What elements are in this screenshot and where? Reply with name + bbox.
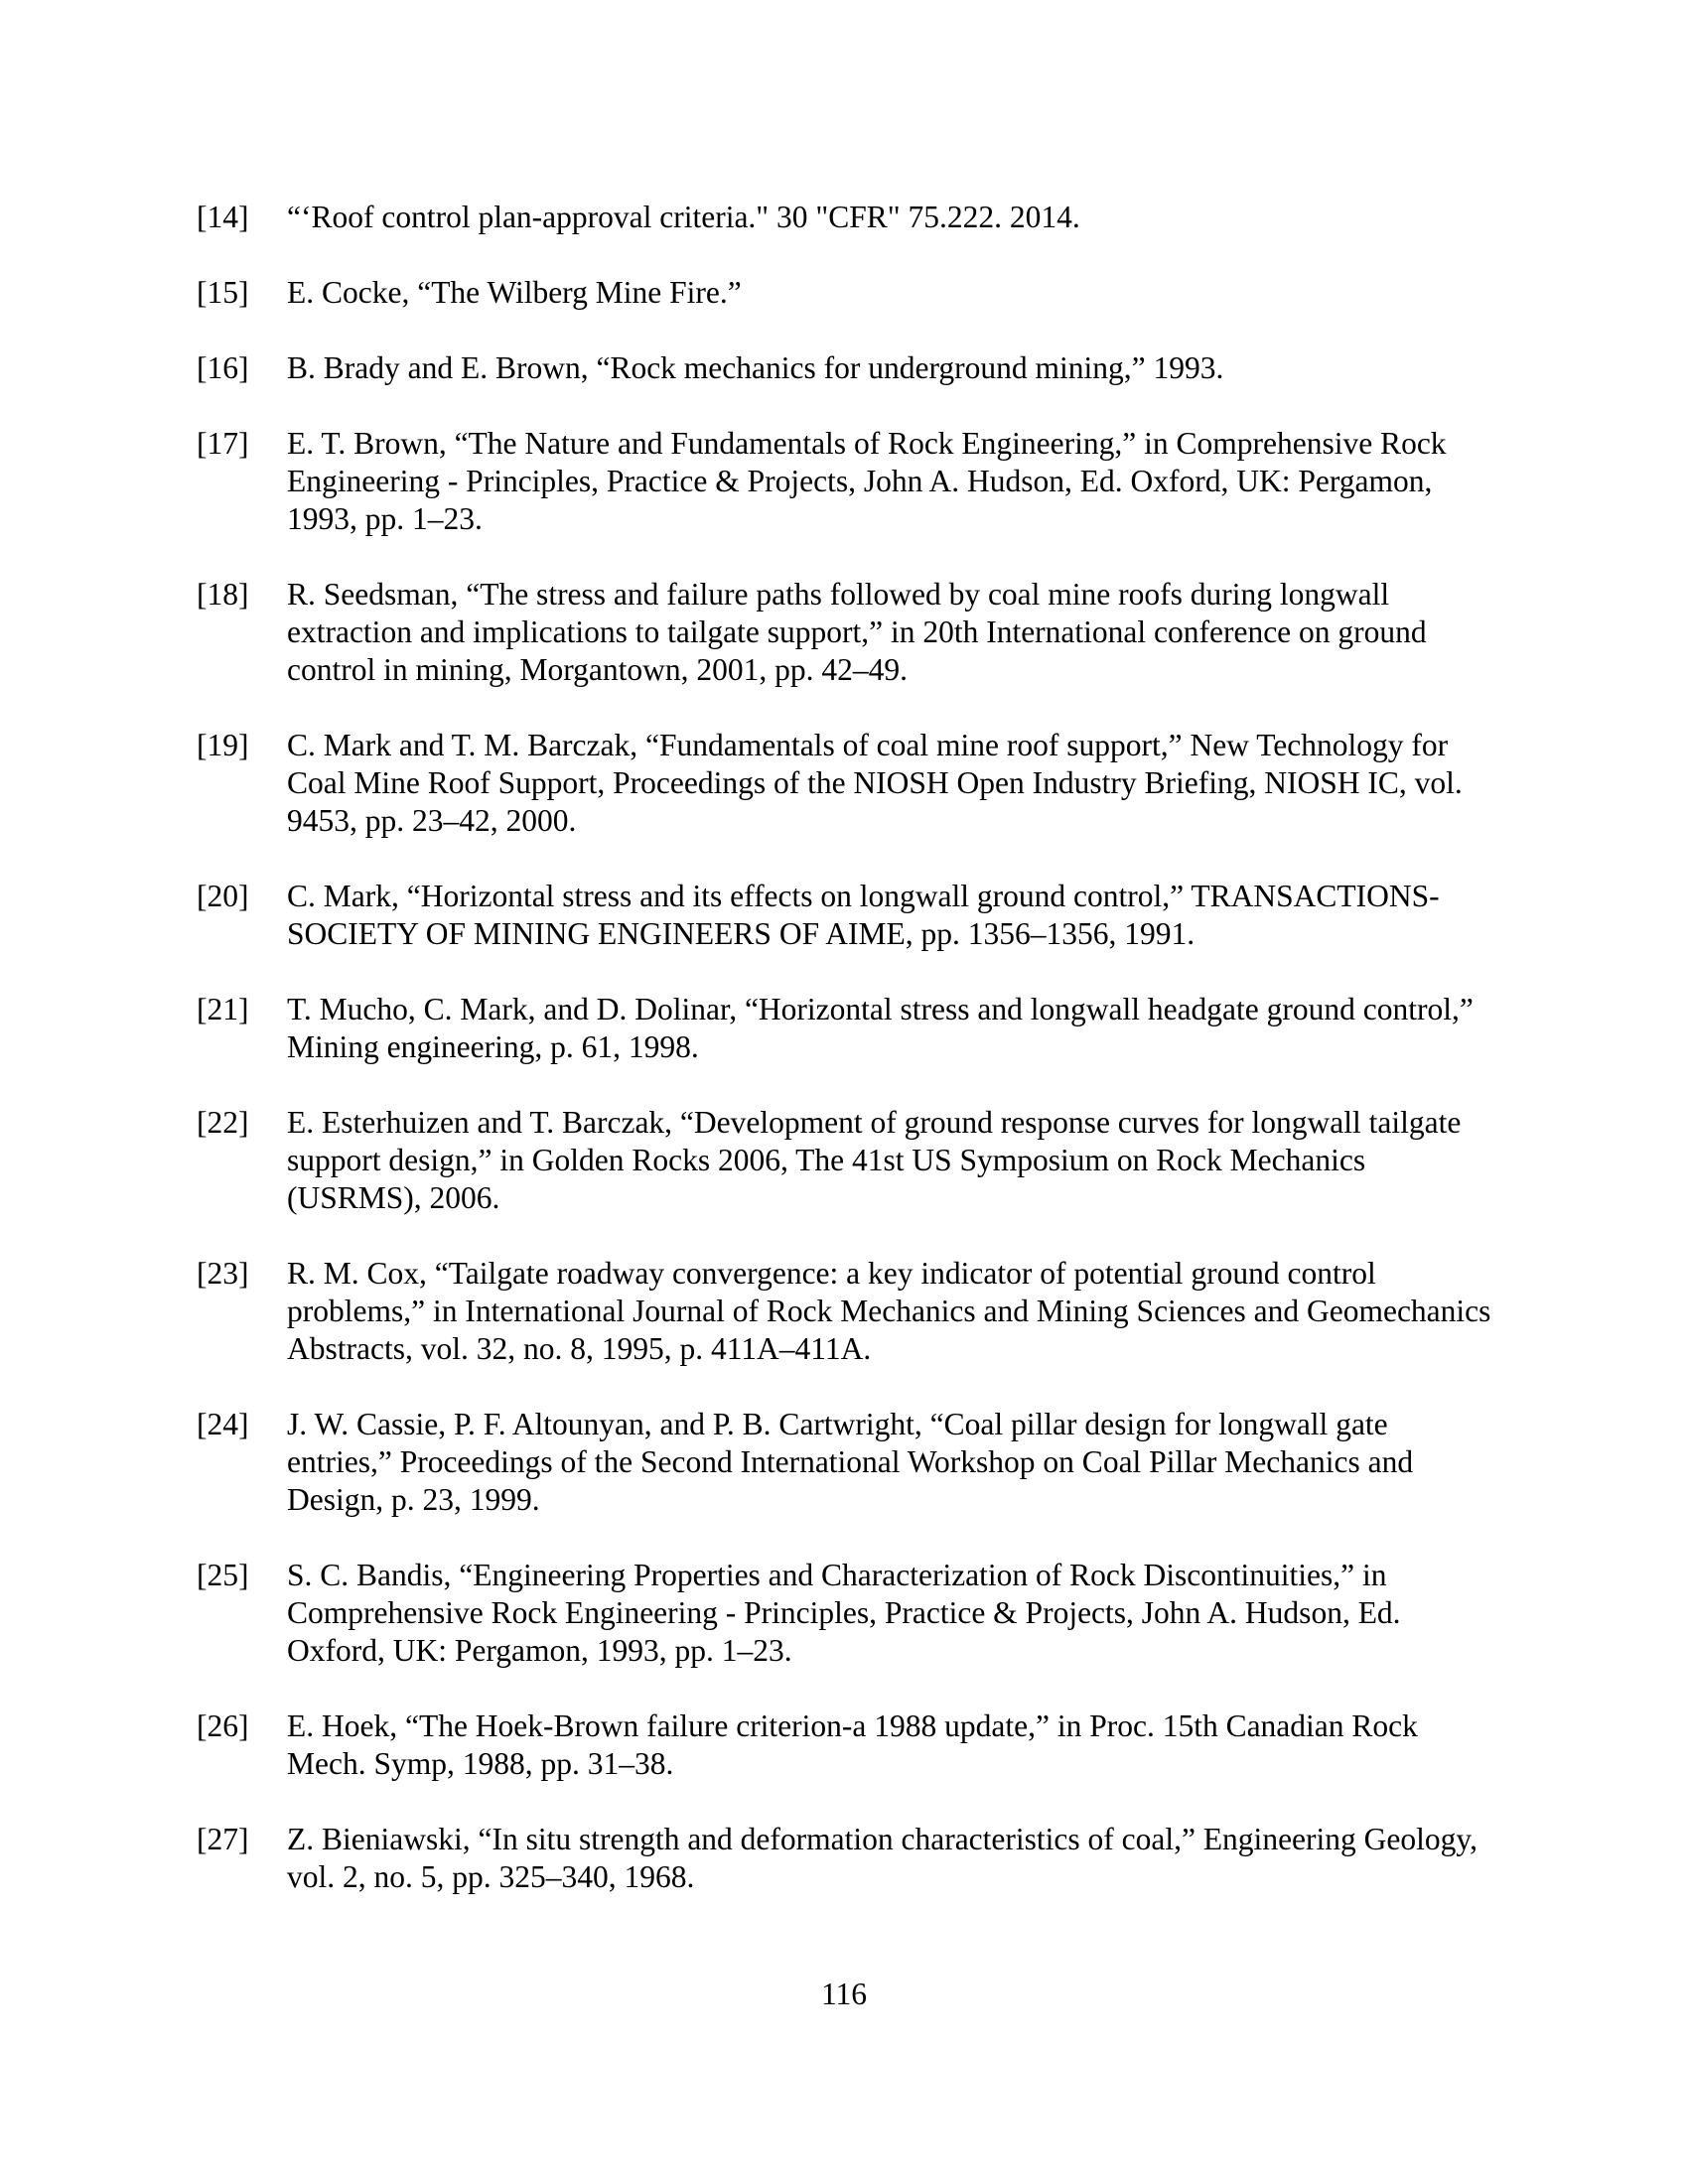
reference-number: [26] <box>197 1708 249 1743</box>
reference-text: C. Mark and T. M. Barczak, “Fundamentals of coal mine roof support,” New Technology for Coal Mine Roof Support, Proceedings of the NIOSH Open Industry Briefing, NIOSH IC, vol. 9453, pp. 23–42, 2000. <box>287 728 1463 838</box>
reference-item <box>197 991 1497 1066</box>
reference-text: Z. Bieniawski, “In situ strength and deformation characteristics of coal,” Engineering Geology, vol. 2, no. 5, pp. 325–340, 1968. <box>287 1822 1477 1894</box>
reference-text: E. Cocke, “The Wilberg Mine Fire.” <box>287 275 742 310</box>
reference-number: [21] <box>197 992 249 1026</box>
reference-text: “‘Roof control plan-approval criteria." 30 "CFR" 75.222. 2014. <box>287 200 1080 234</box>
reference-text: C. Mark, “Horizontal stress and its effects on longwall ground control,” TRANSACTIONS-SOCIETY OF MINING ENGINEERS OF AIME, pp. 1356–1356, 1991. <box>287 879 1440 951</box>
reference-text: B. Brady and E. Brown, “Rock mechanics for underground mining,” 1993. <box>287 350 1224 385</box>
reference-number: [17] <box>197 426 249 461</box>
reference-item <box>197 199 1497 236</box>
reference-item <box>197 1821 1497 1896</box>
reference-item <box>197 878 1497 953</box>
reference-list <box>197 199 1497 1934</box>
reference-item <box>197 576 1497 689</box>
reference-item <box>197 1255 1497 1368</box>
reference-text: E. Hoek, “The Hoek-Brown failure criterion-a 1988 update,” in Proc. 15th Canadian Rock Mech. Symp, 1988, pp. 31–38. <box>287 1708 1418 1781</box>
reference-item <box>197 1406 1497 1519</box>
reference-number: [16] <box>197 350 249 385</box>
reference-item <box>197 1707 1497 1783</box>
reference-text: T. Mucho, C. Mark, and D. Dolinar, “Horizontal stress and longwall headgate ground control,” Mining engineering, p. 61, 1998. <box>287 992 1474 1064</box>
reference-number: [24] <box>197 1407 249 1441</box>
reference-text: J. W. Cassie, P. F. Altounyan, and P. B. Cartwright, “Coal pillar design for longwall gate entries,” Proceedings of the Second International Workshop on Coal Pillar Mechanics and Design, p. 23, 1999. <box>287 1407 1414 1517</box>
reference-number: [14] <box>197 200 249 234</box>
reference-number: [22] <box>197 1105 249 1140</box>
reference-number: [15] <box>197 275 249 310</box>
reference-text: R. Seedsman, “The stress and failure paths followed by coal mine roofs during longwall extraction and implications to tailgate support,” in 20th International conference on ground control in mining, Morgantown, 2001, pp. 42–49. <box>287 577 1427 687</box>
reference-item <box>197 425 1497 538</box>
reference-item <box>197 274 1497 312</box>
reference-number: [19] <box>197 728 249 762</box>
reference-text: E. Esterhuizen and T. Barczak, “Development of ground response curves for longwall tailgate support design,” in Golden Rocks 2006, The 41st US Symposium on Rock Mechanics (USRMS), 2006. <box>287 1105 1462 1215</box>
reference-number: [23] <box>197 1256 249 1291</box>
reference-number: [27] <box>197 1822 249 1856</box>
reference-number: [18] <box>197 577 249 612</box>
reference-item <box>197 727 1497 840</box>
page-number: 116 <box>820 1977 868 2011</box>
reference-item <box>197 349 1497 387</box>
reference-text: R. M. Cox, “Tailgate roadway convergence: a key indicator of potential ground control problems,” in International Journal of Rock Mechanics and Mining Sciences and Geomechanics Abstracts, vol. 32, no. 8, 1995, p. 411A–411A. <box>287 1256 1491 1366</box>
reference-item <box>197 1557 1497 1670</box>
reference-text: S. C. Bandis, “Engineering Properties and Characterization of Rock Discontinuities,” in Comprehensive Rock Engineering - Principles, Practice & Projects, John A. Hudson, Ed. Oxford, UK: Pergamon, 1993, pp. 1–23. <box>287 1558 1401 1668</box>
reference-item <box>197 1104 1497 1217</box>
reference-number: [25] <box>197 1558 249 1592</box>
reference-text: E. T. Brown, “The Nature and Fundamentals of Rock Engineering,” in Comprehensive Rock Engineering - Principles, Practice & Projects, John A. Hudson, Ed. Oxford, UK: Pergamon, 1993, pp. 1–23. <box>287 426 1447 536</box>
reference-number: [20] <box>197 879 249 913</box>
